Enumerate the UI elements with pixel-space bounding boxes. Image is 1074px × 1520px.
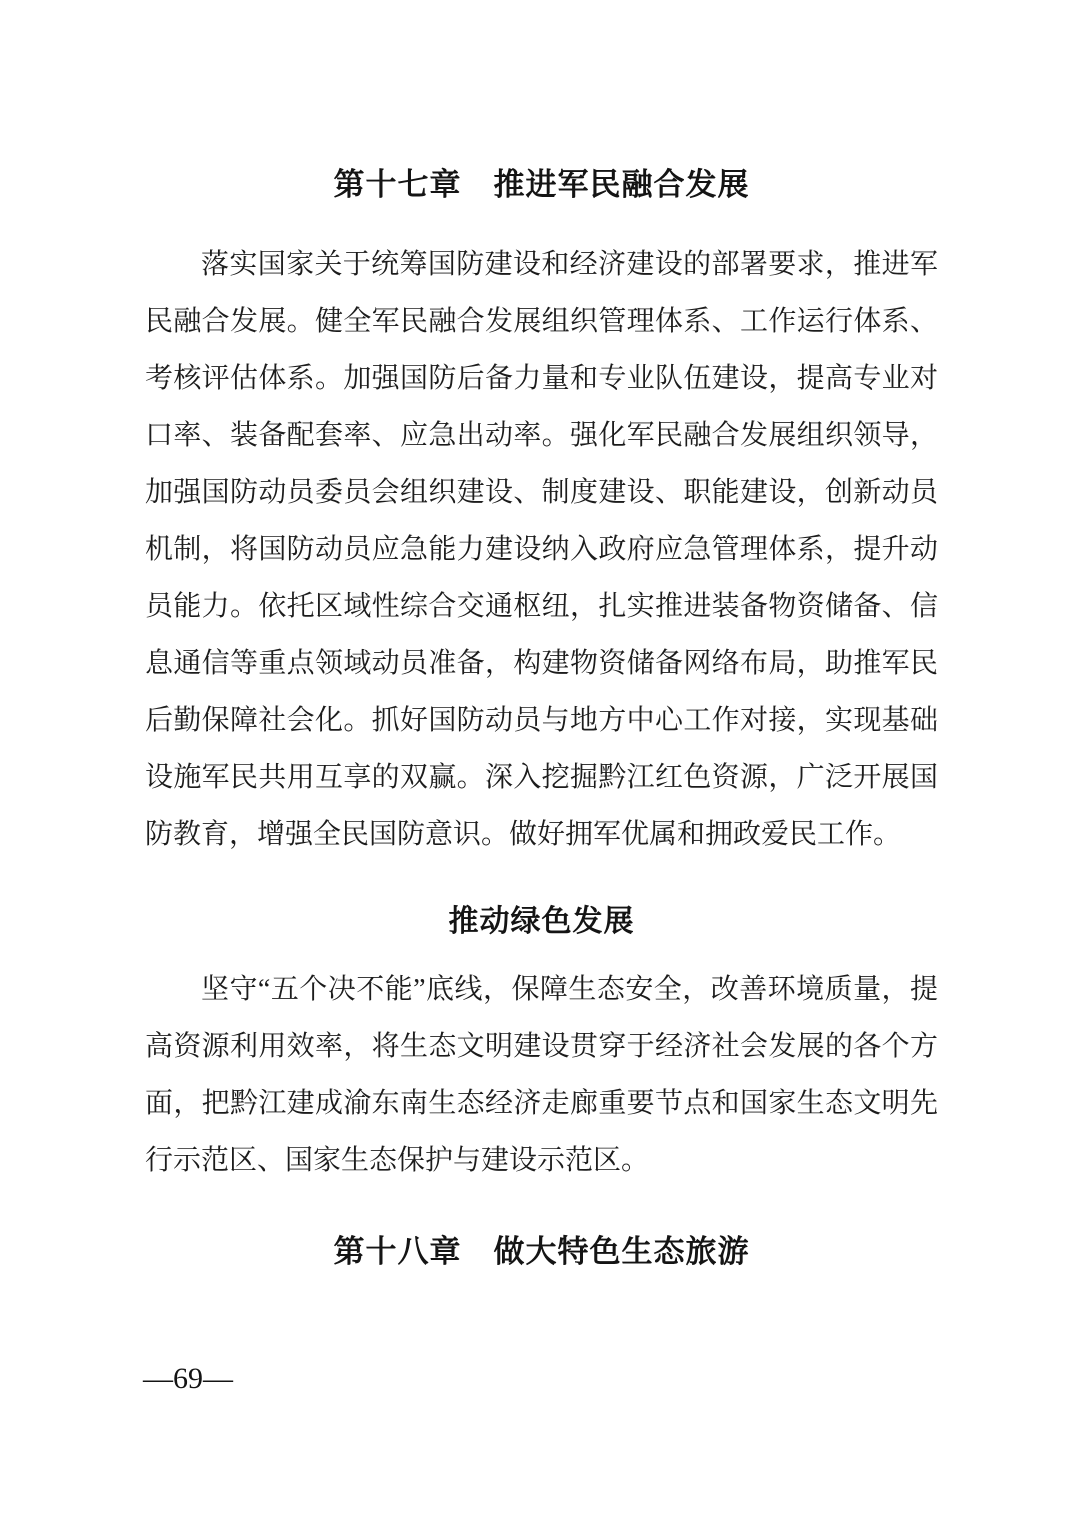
chapter-17-heading: 第十七章 推进军民融合发展	[333, 167, 750, 202]
section-heading-green-development: 推动绿色发展	[448, 905, 635, 938]
chapter-18-heading: 第十八章 做大特色生态旅游	[333, 1234, 750, 1269]
paragraph-military-civilian-integration: 落实国家关于统筹国防建设和经济建设的部署要求，推进军民融合发展。健全军民融合发展组织管理体系、工作运行体系、考核评估体系。加强国防后备力量和专业队伍建设，提高专业对口率、装备配套率、应急出动率。强化军民融合发展组织领导，加强国防动员委员会组织建设、制度建设、职能建设，创新动员机制，将国防动员应急能力建设纳入政府应急管理体系，提升动员能力。依托区域性综合交通枢纽，扎实推进装备物资储备、信息通信等重点领域动员准备，构建物资储备网络布局，助推军民后勤保障社会化。抓好国防动员与地方中心工作对接，实现基础设施军民共用互享的双赢。深入挖掘黔江红色资源，广泛开展国防教育，增强全民国防意识。做好拥军优属和拥政爱民工作。	[145, 249, 938, 850]
page-number: —69—	[143, 1362, 233, 1395]
paragraph-green-development: 坚守“五个决不能”底线，保障生态安全，改善环境质量，提高资源利用效率，将生态文明建设贯穿于经济社会发展的各个方面，把黔江建成渝东南生态经济走廊重要节点和国家生态文明先行示范区、国家生态保护与建设示范区。	[145, 974, 938, 1176]
